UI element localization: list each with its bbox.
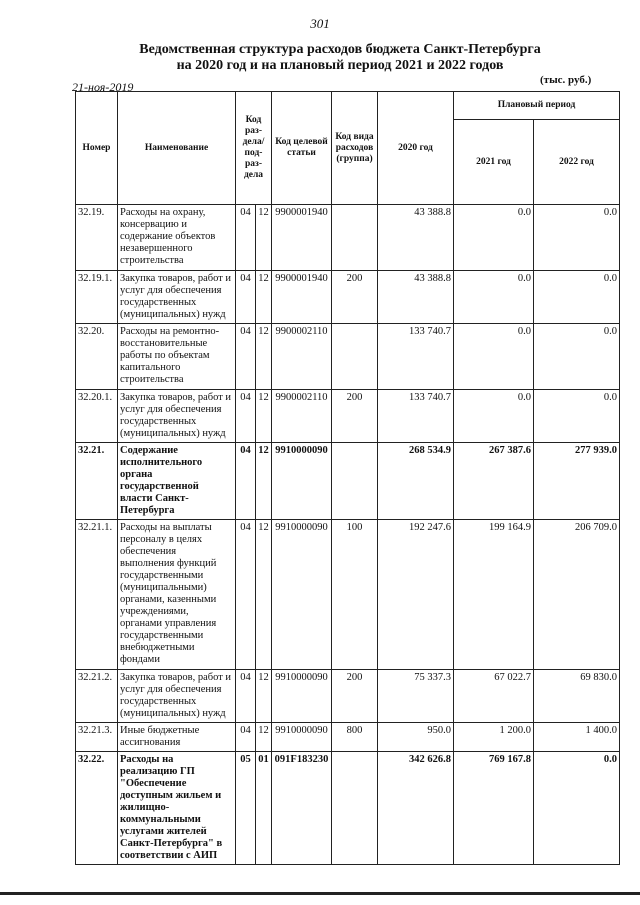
row-expense-type bbox=[332, 443, 378, 520]
row-expense-type: 200 bbox=[332, 390, 378, 443]
row-target-code: 9900001940 bbox=[272, 271, 332, 324]
row-target-code: 9900001940 bbox=[272, 205, 332, 271]
row-subsection: 12 bbox=[256, 205, 272, 271]
header-2022: 2022 год bbox=[534, 120, 620, 205]
row-name: Расходы на ремонтно-восстановительные работы по объектам капитального строительства bbox=[118, 324, 236, 390]
table-row bbox=[76, 324, 620, 390]
header-name: Наименование bbox=[118, 92, 236, 205]
row-number: 32.21.1. bbox=[76, 520, 118, 670]
row-expense-type: 100 bbox=[332, 520, 378, 670]
row-target-code: 9910000090 bbox=[272, 520, 332, 670]
row-name: Расходы на охрану, консервацию и содержание объектов незавершенного строительства bbox=[118, 205, 236, 271]
row-target-code: 091F183230 bbox=[272, 752, 332, 865]
row-value-2022: 69 830.0 bbox=[534, 670, 620, 723]
row-value-2022: 0.0 bbox=[534, 752, 620, 865]
row-expense-type: 800 bbox=[332, 723, 378, 752]
title-line-2: на 2020 год и на плановый период 2021 и 2022 годов bbox=[176, 58, 504, 73]
budget-table bbox=[75, 91, 620, 865]
document-title bbox=[0, 42, 640, 74]
row-subsection: 12 bbox=[256, 670, 272, 723]
row-section: 04 bbox=[236, 390, 256, 443]
row-value-2022: 0.0 bbox=[534, 271, 620, 324]
row-target-code: 9910000090 bbox=[272, 443, 332, 520]
row-value-2022: 0.0 bbox=[534, 205, 620, 271]
row-name: Закупка товаров, работ и услуг для обеспечения государственных (муниципальных) нужд bbox=[118, 390, 236, 443]
page-number: 301 bbox=[310, 16, 330, 31]
row-value-2020: 133 740.7 bbox=[378, 390, 454, 443]
row-value-2020: 950.0 bbox=[378, 723, 454, 752]
row-value-2020: 133 740.7 bbox=[378, 324, 454, 390]
row-value-2021: 67 022.7 bbox=[454, 670, 534, 723]
row-number: 32.19.1. bbox=[76, 271, 118, 324]
row-target-code: 9900002110 bbox=[272, 324, 332, 390]
header-planning-period: Плановый период bbox=[454, 92, 620, 120]
row-expense-type: 200 bbox=[332, 271, 378, 324]
row-number: 32.20.1. bbox=[76, 390, 118, 443]
table-row bbox=[76, 443, 620, 520]
row-value-2022: 206 709.0 bbox=[534, 520, 620, 670]
row-value-2021: 267 387.6 bbox=[454, 443, 534, 520]
row-value-2021: 0.0 bbox=[454, 271, 534, 324]
row-number: 32.21. bbox=[76, 443, 118, 520]
row-section: 04 bbox=[236, 443, 256, 520]
row-subsection: 12 bbox=[256, 520, 272, 670]
row-name: Закупка товаров, работ и услуг для обеспечения государственных (муниципальных) нужд bbox=[118, 670, 236, 723]
row-section: 04 bbox=[236, 205, 256, 271]
units-label: (тыс. руб.) bbox=[540, 74, 592, 86]
row-subsection: 12 bbox=[256, 443, 272, 520]
row-number: 32.21.3. bbox=[76, 723, 118, 752]
row-target-code: 9910000090 bbox=[272, 670, 332, 723]
row-section: 05 bbox=[236, 752, 256, 865]
row-section: 04 bbox=[236, 723, 256, 752]
row-subsection: 01 bbox=[256, 752, 272, 865]
row-name: Содержание исполнительного органа государственной власти Санкт-Петербурга bbox=[118, 443, 236, 520]
header-section: Код раз-дела/ под-раз-дела bbox=[236, 92, 272, 205]
row-value-2022: 1 400.0 bbox=[534, 723, 620, 752]
row-subsection: 12 bbox=[256, 271, 272, 324]
row-name: Расходы на выплаты персоналу в целях обеспечения выполнения функций государственными (муниципальными) органами, казенными учреждениями, органами управления государственными внебюджетными фондами bbox=[118, 520, 236, 670]
table-row bbox=[76, 205, 620, 271]
row-section: 04 bbox=[236, 670, 256, 723]
table-row bbox=[76, 723, 620, 752]
table-row bbox=[76, 520, 620, 670]
row-subsection: 12 bbox=[256, 324, 272, 390]
row-value-2020: 192 247.6 bbox=[378, 520, 454, 670]
table-row bbox=[76, 670, 620, 723]
header-expense-type: Код вида расходов (группа) bbox=[332, 92, 378, 205]
row-expense-type: 200 bbox=[332, 670, 378, 723]
row-name: Иные бюджетные ассигнования bbox=[118, 723, 236, 752]
table-row bbox=[76, 271, 620, 324]
row-value-2021: 0.0 bbox=[454, 390, 534, 443]
header-2020: 2020 год bbox=[378, 92, 454, 205]
row-value-2020: 268 534.9 bbox=[378, 443, 454, 520]
row-value-2021: 199 164.9 bbox=[454, 520, 534, 670]
row-subsection: 12 bbox=[256, 390, 272, 443]
row-value-2020: 43 388.8 bbox=[378, 271, 454, 324]
row-target-code: 9910000090 bbox=[272, 723, 332, 752]
table-row bbox=[76, 752, 620, 865]
row-number: 32.20. bbox=[76, 324, 118, 390]
header-2021: 2021 год bbox=[454, 120, 534, 205]
row-value-2021: 0.0 bbox=[454, 205, 534, 271]
row-value-2021: 1 200.0 bbox=[454, 723, 534, 752]
row-name: Закупка товаров, работ и услуг для обеспечения государственных (муниципальных) нужд bbox=[118, 271, 236, 324]
row-expense-type bbox=[332, 205, 378, 271]
document-date: 21-ноя-2019 bbox=[72, 80, 134, 94]
row-value-2022: 0.0 bbox=[534, 324, 620, 390]
row-expense-type bbox=[332, 752, 378, 865]
row-number: 32.22. bbox=[76, 752, 118, 865]
title-line-1: Ведомственная структура расходов бюджета Санкт-Петербурга bbox=[139, 42, 541, 57]
row-value-2020: 342 626.8 bbox=[378, 752, 454, 865]
row-number: 32.19. bbox=[76, 205, 118, 271]
row-subsection: 12 bbox=[256, 723, 272, 752]
row-section: 04 bbox=[236, 324, 256, 390]
row-value-2021: 769 167.8 bbox=[454, 752, 534, 865]
row-number: 32.21.2. bbox=[76, 670, 118, 723]
row-expense-type bbox=[332, 324, 378, 390]
row-value-2020: 43 388.8 bbox=[378, 205, 454, 271]
row-value-2022: 0.0 bbox=[534, 390, 620, 443]
row-section: 04 bbox=[236, 271, 256, 324]
page-bottom-border bbox=[0, 892, 640, 895]
row-value-2021: 0.0 bbox=[454, 324, 534, 390]
row-section: 04 bbox=[236, 520, 256, 670]
header-number: Номер bbox=[76, 92, 118, 205]
row-value-2022: 277 939.0 bbox=[534, 443, 620, 520]
header-target: Код целевой статьи bbox=[272, 92, 332, 205]
row-target-code: 9900002110 bbox=[272, 390, 332, 443]
row-name: Расходы на реализацию ГП "Обеспечение доступным жильем и жилищно-коммунальными услугами жителей Санкт-Петербурга" в соответствии с АИП bbox=[118, 752, 236, 865]
row-value-2020: 75 337.3 bbox=[378, 670, 454, 723]
table-row bbox=[76, 390, 620, 443]
